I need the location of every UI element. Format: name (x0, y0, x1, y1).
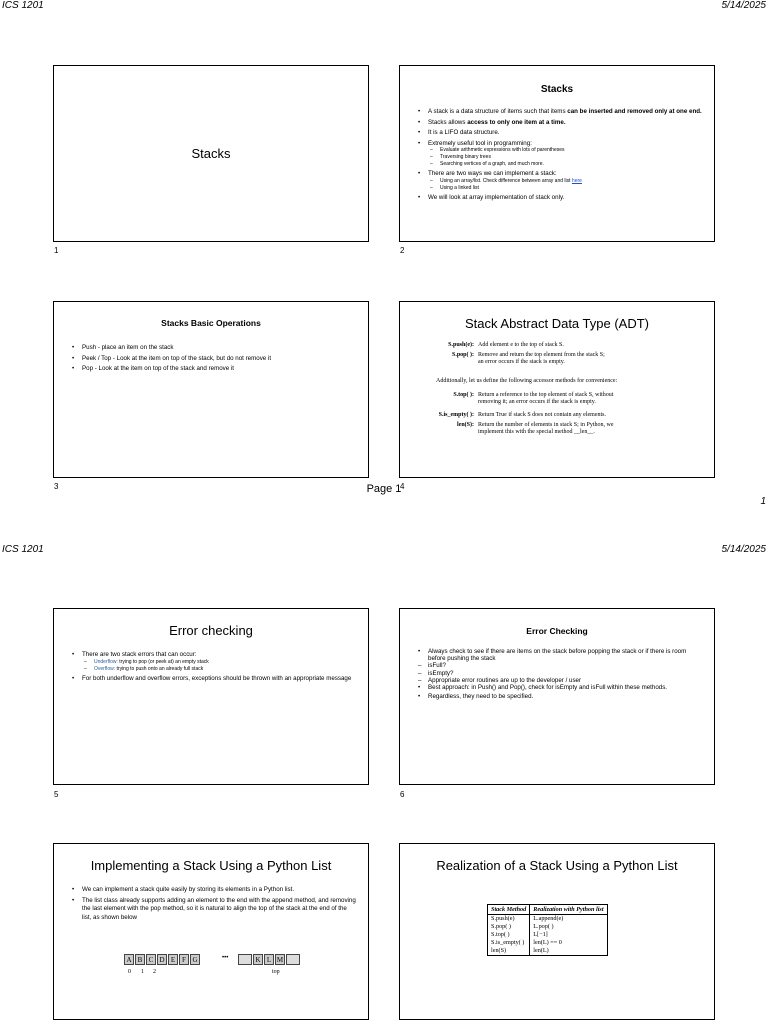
page-header-date: 5/14/2025 (721, 544, 766, 555)
list-cell: G (190, 954, 200, 965)
slide-8 (399, 843, 715, 1020)
adt-row-len: len(S): Return the number of elements in stack S; in Python, we implement this with the special method __len__. (457, 422, 614, 435)
slide-5 (53, 608, 369, 785)
bullet-list (72, 651, 357, 682)
realization-table (487, 904, 608, 956)
table-header: Stack Method (488, 905, 530, 915)
bullet-item: • We can implement a stack quite easily by storing its elements in a Python list. (72, 886, 357, 894)
slide-6 (399, 608, 715, 785)
slide-number: 5 (54, 790, 59, 799)
page-header-left: ICS 1201 (2, 544, 44, 555)
sub-bullet-item: – Searching vertices of a graph, and much more. (418, 161, 703, 168)
page-footer: Page 1 (366, 483, 402, 495)
bullet-item: • Best approach: in Push() and Pop(), check for isEmpty and isFull within these methods. (418, 685, 703, 692)
adt-row-pop: S.pop( ): Remove and return the top element from the stack S; an error occurs if the stack is empty. (451, 352, 605, 365)
sub-bullet-item: – Overflow: trying to push onto an already full stack (72, 666, 357, 673)
slide-number: 1 (54, 246, 59, 255)
bullet-item: • Extremely useful tool in programming: (418, 140, 703, 148)
sub-bullet-item: – Using a linked list (418, 185, 703, 192)
list-cell: M (276, 956, 284, 964)
table-row: len(S) len(L) (488, 947, 608, 956)
bullet-item: • Regardless, they need to be specified. (418, 693, 703, 701)
sub-bullet-item: – Evaluate arithmetic expressions with lots of parentheses (418, 147, 703, 154)
bullet-item: • Stacks allows access to only one item at a time. (418, 119, 703, 127)
list-cell: F (179, 954, 189, 965)
bullet-item: • It is a LIFO data structure. (418, 129, 703, 137)
bullet-item: • We will look at array implementation of stack only. (418, 194, 703, 202)
list-cell: B (135, 954, 145, 965)
page-number: 1 (760, 496, 766, 507)
page-header-date: 5/14/2025 (721, 0, 766, 11)
page-header-left: ICS 1201 (2, 0, 44, 11)
index-label: 2 (153, 969, 156, 975)
sub-bullet-item: – Underflow: trying to pop (or peek at) an empty stack (72, 659, 357, 666)
bullet-item: • There are two stack errors that can occur: (72, 651, 357, 659)
slide-number: 6 (400, 790, 405, 799)
slide-title: Implementing a Stack Using a Python List (90, 858, 332, 873)
dash-item: – isEmpty? (418, 670, 703, 678)
bullet-item: • Always check to see if there are items on the stack before popping the stack or if there is room before pushing the stack (418, 649, 703, 662)
slide-title: Realization of a Stack Using a Python List (436, 858, 678, 873)
here-link[interactable]: here (571, 177, 582, 184)
slide-title: Stacks (540, 84, 574, 95)
slide-2 (399, 65, 715, 242)
slide-title: Stack Abstract Data Type (ADT) (465, 316, 649, 331)
slide-number: 3 (54, 482, 59, 491)
table-row: S.is_empty( ) len(L) == 0 (488, 939, 608, 947)
list-cells-left (124, 954, 201, 965)
adt-row-is-empty: S.is_empty( ): Return True if stack S does not contain any elements. (438, 412, 606, 418)
dash-item: – Appropriate error routines are up to the developer / user (418, 677, 703, 685)
adt-definition (412, 342, 712, 462)
table-row: S.top( ) L[−1] (488, 931, 608, 939)
slide-title: Error Checking (526, 626, 588, 636)
list-ellipsis: ••• (222, 955, 229, 961)
bullet-item: • For both underflow and overflow errors, exceptions should be thrown with an appropriate message (72, 675, 357, 683)
list-cell: D (157, 954, 167, 965)
list-cell: K (253, 954, 263, 965)
bullet-item: • There are two ways we can implement a stack: (418, 170, 703, 178)
slide-footer-mark: · (211, 227, 212, 231)
slide-7 (53, 843, 369, 1020)
slide-title: Stacks (191, 146, 231, 161)
list-cell: L (264, 954, 274, 965)
slide-title: Error checking (169, 623, 253, 638)
slide-title: Stacks Basic Operations (161, 318, 261, 328)
bullet-item: • A stack is a data structure of items such that items can be inserted and removed only at one end. (418, 108, 703, 116)
index-label: 1 (141, 969, 144, 975)
list-gap (238, 954, 252, 965)
table-row: S.push(e) L.append(e) (488, 915, 608, 924)
list-cells-right (238, 954, 301, 965)
sub-bullet-item: – Traversing binary trees (418, 154, 703, 161)
list-gap (286, 954, 300, 965)
bullet-list (418, 108, 703, 202)
adt-row-top: S.top( ): Return a reference to the top element of stack S, without removing it; an error occurs if the stack is empty. (453, 392, 614, 405)
adt-note: Additionally, let us define the following accessor methods for convenience: (436, 378, 618, 384)
adt-row-push: S.push(e): Add element e to the top of stack S. (448, 342, 564, 348)
table-row: S.pop( ) L.pop( ) (488, 923, 608, 931)
slide-1 (53, 65, 369, 242)
bullet-item: • The list class already supports adding an element to the end with the append method, and removing the last element with the pop method, so it is natural to align the top of the stack at the end of the list, as shown below (72, 897, 357, 923)
bullet-list (72, 886, 357, 922)
bullet-list (418, 649, 703, 701)
bullet-item: • Peek / Top - Look at the item on top of the stack, but do not remove it (72, 355, 357, 363)
slide-number: 2 (400, 246, 405, 255)
index-label: 0 (128, 969, 131, 975)
list-cell: A (124, 954, 134, 965)
list-cell: E (168, 954, 178, 965)
slide-number: 4 (400, 482, 405, 491)
list-cell: C (146, 954, 156, 965)
slide-3 (53, 301, 369, 478)
bullet-list (72, 344, 357, 373)
bullet-item: • Push - place an item on the stack (72, 344, 357, 352)
slide-4 (399, 301, 715, 478)
dash-item: – isFull? (418, 662, 703, 670)
sub-bullet-item: – Using an array/list. Check difference between array and list here (418, 178, 703, 185)
bullet-item: • Pop - Look at the item on top of the stack and remove it (72, 365, 357, 373)
index-label-top: top (272, 969, 280, 975)
table-header: Realization with Python list (530, 905, 607, 915)
